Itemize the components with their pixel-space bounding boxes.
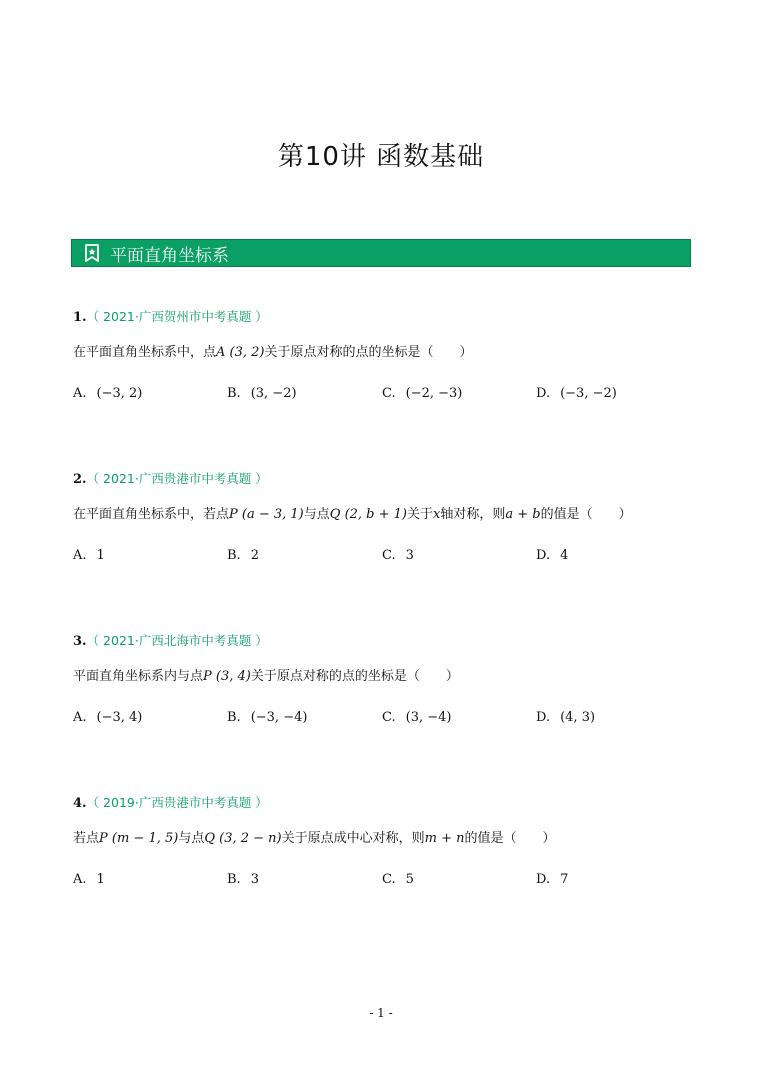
question-2	[73, 471, 693, 564]
option-c[interactable]	[382, 548, 414, 564]
page-number: - 1 -	[369, 1006, 393, 1020]
option-a[interactable]	[73, 872, 105, 888]
option-value: 1	[96, 548, 105, 563]
option-letter: D.	[536, 872, 551, 887]
question-number: 3.	[73, 634, 87, 649]
option-value: 3	[405, 548, 414, 563]
option-letter: C.	[382, 710, 396, 725]
option-d[interactable]	[536, 386, 617, 402]
option-b[interactable]	[227, 710, 307, 726]
question-source: （ 2019·广西贵港市中考真题 ）	[86, 795, 268, 810]
option-value: 5	[405, 872, 414, 887]
question-number: 4.	[73, 796, 87, 811]
option-letter: B.	[227, 386, 241, 401]
question-text-part: 关于原点对称的点的坐标是（ ）	[264, 345, 473, 360]
math-expression: a + b	[505, 507, 541, 522]
answer-options	[73, 386, 693, 402]
question-source: （ 2021·广西贵港市中考真题 ）	[86, 471, 268, 486]
option-value: (3, −2)	[250, 386, 297, 401]
question-text	[73, 507, 693, 523]
option-letter: D.	[536, 548, 551, 563]
math-expression: Q (2, b + 1)	[329, 507, 408, 522]
answer-options	[73, 710, 693, 726]
option-c[interactable]	[382, 710, 451, 726]
question-text-part: 与点	[178, 831, 205, 846]
question-text-part: 平面直角坐标系内与点	[73, 669, 204, 684]
question-1	[73, 309, 693, 402]
math-expression: P (3, 4)	[203, 669, 251, 684]
option-a[interactable]	[73, 710, 142, 726]
question-text-part: 若点	[73, 831, 100, 846]
math-expression: Q (3, 2 − n)	[204, 831, 282, 846]
page-title: 第10讲 函数基础	[277, 142, 485, 172]
question-text	[73, 831, 693, 847]
question-4	[73, 795, 693, 888]
option-d[interactable]	[536, 710, 595, 726]
option-letter: A.	[73, 386, 87, 401]
option-letter: B.	[227, 872, 241, 887]
question-header	[73, 633, 693, 650]
option-value: 3	[250, 872, 259, 887]
question-text-part: 关于原点成中心对称，则	[281, 831, 425, 846]
answer-options	[73, 548, 693, 564]
option-value: (−3, −4)	[250, 710, 308, 725]
question-source: （ 2021·广西贺州市中考真题 ）	[86, 309, 268, 324]
option-value: 1	[96, 872, 105, 887]
option-letter: D.	[536, 710, 551, 725]
option-letter: A.	[73, 710, 87, 725]
bookmark-star-icon	[84, 244, 100, 262]
option-d[interactable]	[536, 872, 568, 888]
option-value: (4, 3)	[560, 710, 596, 725]
option-letter: B.	[227, 710, 241, 725]
option-c[interactable]	[382, 872, 414, 888]
option-a[interactable]	[73, 548, 105, 564]
question-header	[73, 309, 693, 326]
question-text	[73, 345, 693, 361]
question-text-part: 的值是（ ）	[464, 831, 556, 846]
option-letter: A.	[73, 548, 87, 563]
option-value: 7	[560, 872, 569, 887]
option-d[interactable]	[536, 548, 568, 564]
option-value: 2	[250, 548, 259, 563]
math-expression: x	[433, 507, 441, 522]
section-title: 平面直角坐标系	[110, 245, 229, 266]
question-text-part: 的值是（ ）	[540, 507, 632, 522]
section-header	[71, 239, 691, 267]
question-text-part: 在平面直角坐标系中，若点	[73, 507, 230, 522]
answer-options	[73, 872, 693, 888]
option-letter: A.	[73, 872, 87, 887]
option-a[interactable]	[73, 386, 142, 402]
option-value: (−2, −3)	[405, 386, 463, 401]
question-number: 2.	[73, 472, 87, 487]
math-expression: P (m − 1, 5)	[99, 831, 179, 846]
question-source: （ 2021·广西北海市中考真题 ）	[86, 633, 268, 648]
option-b[interactable]	[227, 872, 259, 888]
question-text-part: 与点	[303, 507, 330, 522]
option-value: (−3, −2)	[560, 386, 617, 401]
question-3	[73, 633, 693, 726]
question-text	[73, 669, 693, 685]
question-header	[73, 471, 693, 488]
question-text-part: 在平面直角坐标系中，点	[73, 345, 217, 360]
math-expression: A (3, 2)	[216, 345, 265, 360]
option-letter: C.	[382, 548, 396, 563]
option-letter: C.	[382, 386, 396, 401]
math-expression: P (a − 3, 1)	[229, 507, 304, 522]
question-text-part: 轴对称，则	[440, 507, 506, 522]
question-text-part: 关于原点对称的点的坐标是（ ）	[250, 669, 459, 684]
option-value: (−3, 2)	[96, 386, 143, 401]
option-value: 4	[560, 548, 569, 563]
option-b[interactable]	[227, 548, 259, 564]
math-expression: m + n	[424, 831, 465, 846]
option-letter: D.	[536, 386, 551, 401]
question-number: 1.	[73, 310, 87, 325]
option-value: (−3, 4)	[96, 710, 143, 725]
question-header	[73, 795, 693, 812]
option-letter: B.	[227, 548, 241, 563]
option-value: (3, −4)	[405, 710, 452, 725]
question-text-part: 关于	[407, 507, 434, 522]
option-b[interactable]	[227, 386, 297, 402]
option-c[interactable]	[382, 386, 462, 402]
option-letter: C.	[382, 872, 396, 887]
